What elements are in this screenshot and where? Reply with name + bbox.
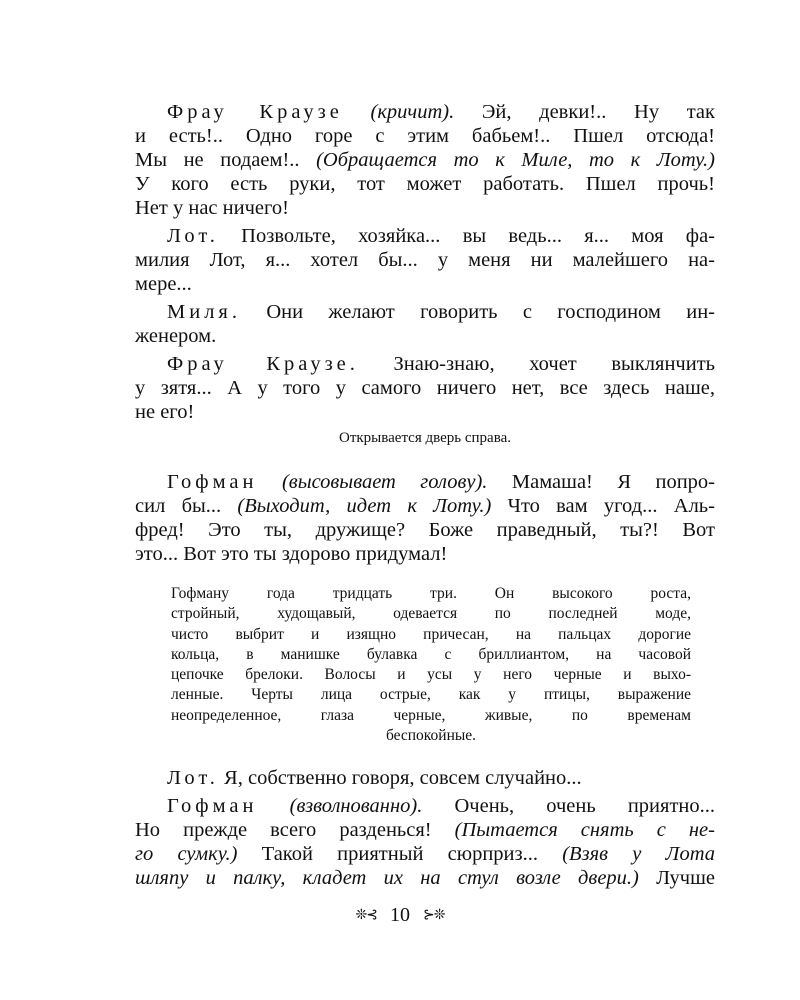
stage-remark: (Выходит, идет к Лоту.) [237, 495, 492, 517]
line: Нет у нас ничего! [135, 197, 289, 219]
line [135, 794, 715, 818]
line: женером. [135, 325, 217, 347]
speaker-name: Лот. [167, 767, 219, 790]
line [135, 866, 715, 890]
line: это... Вот это ты здорово придумал! [135, 543, 448, 565]
line: фред! Это ты, дружище? Боже праведный, ты?! Вот [135, 519, 715, 541]
speaker-name: Миля. [167, 301, 241, 323]
line: У кого есть руки, тот может работать. Пшел прочь! [135, 173, 715, 195]
line [135, 494, 715, 518]
text: Такой приятный сюрприз... [237, 843, 563, 866]
line: и есть!.. Одно горе с этим бабьем!.. Пшел отсюда! [135, 125, 715, 147]
dialogue-hofmann-1 [135, 470, 715, 566]
line: Гофману года тридцать три. Он высокого роста, [171, 585, 691, 602]
line [135, 766, 715, 790]
stage-remark: (Обращается то к Миле, то к Лоту.) [316, 149, 715, 171]
text: Знаю-знаю, хочет выклянчить [358, 353, 716, 375]
stage-remark: го сумку.) [135, 843, 238, 866]
dialogue-frau-krause-2 [135, 352, 715, 424]
speaker-name: Фрау Краузе. [167, 353, 359, 375]
text: Мамаша! Я попро- [487, 471, 715, 493]
line: мере... [135, 273, 192, 295]
stage-direction-hofmann-description [171, 584, 691, 746]
dialogue-frau-krause-1 [135, 100, 715, 220]
stage-remark: (Пытается снять с не- [454, 819, 715, 842]
line: цепочке брелоки. Волосы и усы у него черные и выхо- [171, 666, 691, 684]
line: неопределенное, глаза черные, живые, по временам [171, 706, 691, 724]
page-body [135, 100, 715, 894]
speaker-name: Лот. [167, 225, 219, 247]
page-number: 10 [390, 903, 410, 926]
stage-remark: (высовывает голову). [257, 471, 488, 493]
page-footer [0, 903, 800, 927]
line: не его! [135, 401, 195, 423]
text: Но прежде всего разденься! [135, 819, 455, 842]
stage-remark: (взволнованно). [257, 795, 423, 818]
dialogue-hofmann-2 [135, 794, 715, 890]
line [135, 148, 715, 172]
text: Очень, очень приятно... [422, 795, 715, 818]
line [135, 300, 715, 324]
line [135, 842, 715, 866]
line: стройный, худощавый, одевается по последней моде, [171, 605, 691, 623]
speaker-name: Фрау Краузе [167, 101, 343, 123]
text: Мы не подаем!.. [135, 149, 317, 171]
line: у зятя... А у того у самого ничего нет, все здесь наше, [135, 377, 715, 399]
speaker-name: Гофман [167, 471, 258, 493]
line: беспокойные. [385, 727, 477, 745]
text: Они желают говорить с господином ин- [240, 301, 715, 323]
line [135, 818, 715, 842]
stage-remark: (Взяв у Лота [562, 843, 715, 866]
text: Позвольте, хозяйка... вы ведь... я... моя фа- [218, 225, 715, 247]
line [135, 352, 715, 376]
stage-remark: (кричит). [370, 101, 455, 123]
dialogue-milya-1 [135, 300, 715, 348]
line [135, 100, 715, 124]
stage-remark: шляпу и палку, кладет их на стул возле двери.) [135, 867, 639, 890]
ornament-left-icon: ❊⊰ [355, 907, 377, 923]
text: Эй, девки!.. Ну так [454, 101, 715, 123]
text: Лучше [638, 867, 715, 890]
text: Я, собственно говоря, совсем случайно... [218, 767, 582, 790]
line: чисто выбрит и изящно причесан, на пальцах дорогие [171, 625, 691, 643]
line: кольца, в манишке булавка с бриллиантом, на часовой [171, 645, 691, 663]
line [135, 224, 715, 248]
stage-direction-door: Открывается дверь справа. [338, 430, 511, 446]
dialogue-lot-1 [135, 224, 715, 296]
line: милия Лот, я... хотел бы... у меня ни малейшего на- [135, 249, 715, 271]
dialogue-lot-2 [135, 766, 715, 790]
text: сил бы... [135, 495, 238, 517]
line [135, 470, 715, 494]
line: ленные. Черты лица острые, как у птицы, выражение [171, 686, 691, 704]
speaker-name: Гофман [167, 795, 258, 818]
text: Что вам угод... Аль- [491, 495, 715, 517]
ornament-right-icon: ⊱❊ [423, 907, 445, 923]
